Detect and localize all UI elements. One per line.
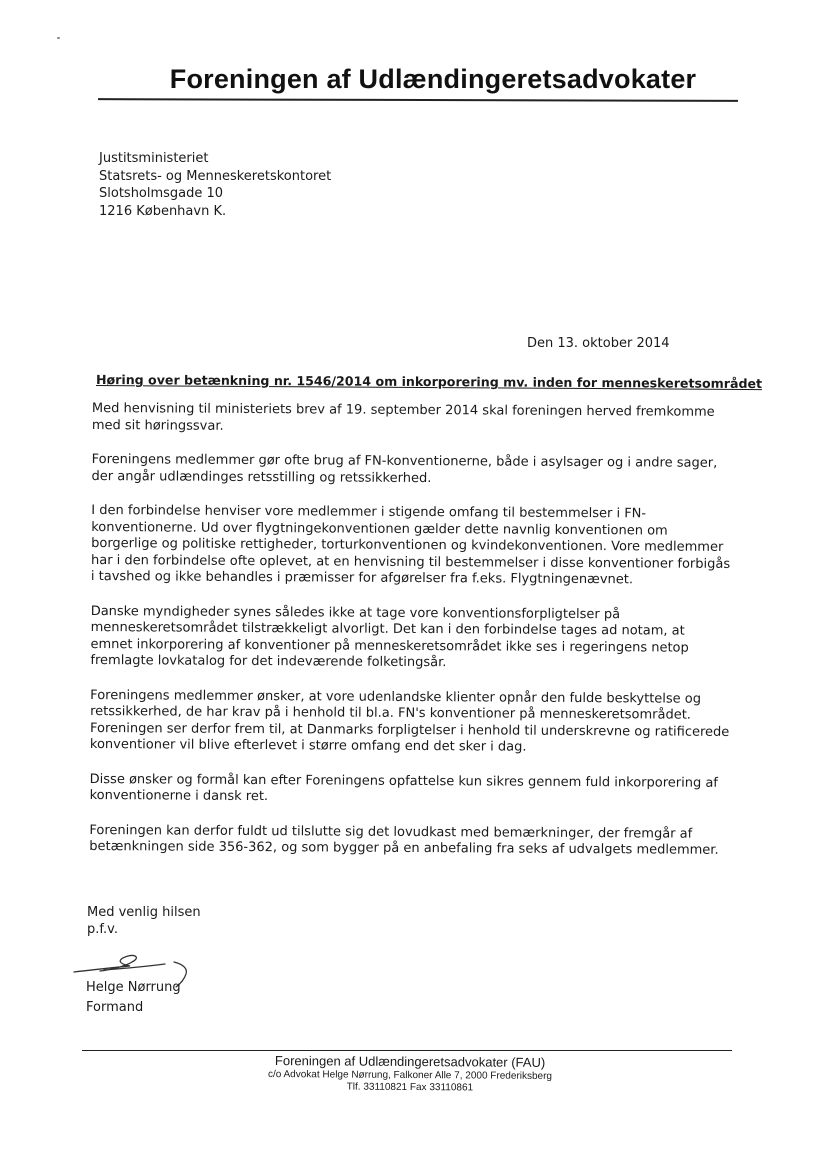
footer-divider — [82, 1050, 732, 1051]
scan-speck — [57, 37, 60, 39]
body-paragraph: Med henvisning til ministeriets brev af 19. september 2014 skal foreningen herved fremkomme med sit høringssvar. — [91, 401, 715, 434]
letterhead-title: Foreningen af Udlændingeretsadvokater — [169, 64, 697, 94]
body-paragraph: Disse ønsker og formål kan efter Foreningens opfattelse kun sikres gennem fuld inkorporering af konventionerne i dansk ret. — [89, 771, 718, 805]
letterhead — [98, 64, 738, 95]
recipient-line: 1216 København K. — [99, 203, 227, 219]
body-paragraph: Foreningens medlemmer gør ofte brug af FN-konventionerne, både i asylsager og i andre sager, der angår udlændinges retsstilling og retssikkerhed. — [91, 451, 718, 486]
signer-role: Formand — [86, 1000, 144, 1015]
recipient-line: Statsrets- og Menneskeretskontoret — [99, 168, 332, 184]
body-paragraph: Foreningens medlemmer ønsker, at vore udenlandske klienter opnår den fulde beskyttelse og retssikkerhed, de har krav på i henhold til bl.a. FN's konventioner på menneskeretsområdet. Foreningen ser derfor frem til, at Danmarks forpligtelser i henhold til underskrevne og ratificerede konventioner vil blive efterlevet i større omfang end det sker i dag. — [89, 687, 730, 755]
recipient-address — [99, 150, 331, 220]
footer-organization: Foreningen af Udlændingeretsadvokater (FAU) — [274, 1053, 546, 1070]
closing-pfv: p.f.v. — [87, 922, 118, 937]
letter-body — [89, 401, 732, 877]
body-paragraph: Danske myndigheder synes således ikke at tage vore konventionsforpligtelser på menneskeretsområdet tilstrækkeligt alvorligt. Det kan i den forbindelse tages ad notam, at emnet inkorporering af konventioner på menneskeretsområdet ikke ses i regeringens netop fremlagte lovkatalog for det indeværende folketingsår. — [90, 603, 689, 671]
recipient-line: Justitsministeriet — [99, 151, 209, 166]
recipient-line: Slotsholmsgade 10 — [99, 186, 224, 201]
letter-date: Den 13. oktober 2014 — [527, 336, 670, 351]
signer-block — [86, 978, 181, 1018]
closing-greeting: Med venlig hilsen — [87, 905, 201, 920]
signer-name: Helge Nørrung — [86, 980, 181, 995]
footer-address: c/o Advokat Helge Nørrung, Falkoner Alle 7, 2000 Frederiksberg — [267, 1069, 553, 1082]
footer-contact: Tlf. 33110821 Fax 33110861 — [346, 1081, 474, 1094]
body-paragraph: I den forbindelse henviser vore medlemmer i stigende omfang til bestemmelser i FN-konventionerne. Ud over flygtningekonventionen gælder dette navnlig konventionen om borgerlige og politiske rettigheder, torturkonventionen og kvindekonventionen. Vore medlemmer har i den forbindelse ofte oplevet, at en henvisning til bestemmelser i disse konventioner forbigås i tavshed og ikke behandles i præmisser for afgørelser fra f.eks. Flygtningenævnet. — [90, 502, 731, 588]
body-paragraph: Foreningen kan derfor fuldt ud tilslutte sig det lovudkast med bemærkninger, der fremgår af betænkningen side 356-362, og som bygger på en anbefaling fra seks af udvalgets medlemmer. — [89, 822, 719, 858]
closing-block — [87, 904, 201, 938]
letter-subject: Høring over betænkning nr. 1546/2014 om inkorporering mv. inden for menneskeretsområdet — [95, 372, 763, 392]
footer — [190, 1052, 630, 1095]
letterhead-divider — [98, 98, 738, 102]
